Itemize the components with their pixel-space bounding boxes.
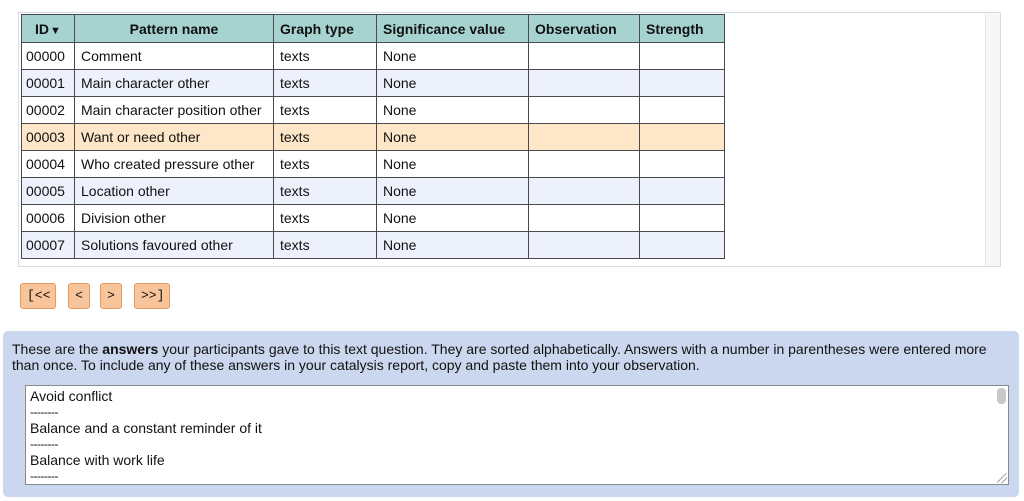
cell-strength	[640, 70, 725, 97]
table-row[interactable]	[22, 205, 725, 232]
cell-graph-type: texts	[274, 151, 377, 178]
cell-id: 00004	[22, 151, 75, 178]
answer-line: Balance and a constant reminder of it	[30, 420, 262, 436]
column-header-strength[interactable]: Strength	[640, 15, 725, 43]
answers-intro-bold: answers	[102, 341, 159, 357]
cell-graph-type: texts	[274, 70, 377, 97]
table-row[interactable]	[22, 97, 725, 124]
cell-significance: None	[377, 124, 529, 151]
next-page-button[interactable]: >	[100, 283, 122, 309]
table-row[interactable]	[22, 232, 725, 259]
cell-graph-type: texts	[274, 205, 377, 232]
answers-panel	[3, 331, 1019, 497]
table-row[interactable]	[22, 43, 725, 70]
answer-line: Avoid conflict	[30, 388, 113, 404]
cell-graph-type: texts	[274, 232, 377, 259]
cell-pattern-name: Location other	[75, 178, 274, 205]
cell-observation	[529, 124, 640, 151]
answers-list	[30, 388, 262, 484]
cell-id: 00007	[22, 232, 75, 259]
table-row[interactable]	[22, 178, 725, 205]
pager	[20, 283, 182, 309]
cell-graph-type: texts	[274, 97, 377, 124]
column-header-id-label: ID	[35, 20, 50, 37]
grid-scrollbar[interactable]	[985, 13, 1000, 266]
cell-pattern-name: Main character other	[75, 70, 274, 97]
answers-scrollbar-thumb[interactable]	[997, 388, 1006, 404]
table-row[interactable]	[22, 70, 725, 97]
answer-line: Balance with work life	[30, 452, 165, 468]
patterns-table	[21, 14, 725, 259]
answer-separator: --------	[30, 469, 58, 483]
table-row-selected[interactable]	[22, 124, 725, 151]
cell-observation	[529, 151, 640, 178]
cell-pattern-name: Comment	[75, 43, 274, 70]
cell-significance: None	[377, 178, 529, 205]
answer-separator: --------	[30, 437, 58, 451]
column-header-observation[interactable]: Observation	[529, 15, 640, 43]
cell-significance: None	[377, 232, 529, 259]
cell-strength	[640, 232, 725, 259]
previous-page-button[interactable]: <	[68, 283, 90, 309]
cell-observation	[529, 97, 640, 124]
column-header-graph-type[interactable]: Graph type	[274, 15, 377, 43]
cell-id: 00002	[22, 97, 75, 124]
cell-id: 00006	[22, 205, 75, 232]
cell-id: 00000	[22, 43, 75, 70]
answers-intro-before: These are the	[12, 341, 103, 357]
cell-strength	[640, 43, 725, 70]
cell-strength	[640, 151, 725, 178]
cell-pattern-name: Solutions favoured other	[75, 232, 274, 259]
cell-observation	[529, 205, 640, 232]
cell-strength	[640, 178, 725, 205]
cell-pattern-name: Main character position other	[75, 97, 274, 124]
patterns-grid	[18, 12, 1001, 267]
cell-significance: None	[377, 151, 529, 178]
cell-pattern-name: Who created pressure other	[75, 151, 274, 178]
column-header-id[interactable]	[22, 15, 75, 43]
cell-observation	[529, 43, 640, 70]
answers-textarea[interactable]	[25, 385, 1009, 485]
cell-observation	[529, 70, 640, 97]
answers-intro-text	[12, 341, 1002, 373]
answer-separator: --------	[30, 405, 58, 419]
table-header-row	[22, 15, 725, 43]
cell-id: 00003	[22, 124, 75, 151]
cell-strength	[640, 97, 725, 124]
first-page-button[interactable]: [<<	[20, 283, 56, 309]
answers-intro-after: your participants gave to this text question. They are sorted alphabetically. Answers with a number in parentheses were entered more than once. To include any of these answers in your catalysis report, copy and paste them into your observation.	[12, 341, 987, 373]
cell-graph-type: texts	[274, 124, 377, 151]
column-header-significance-value[interactable]: Significance value	[377, 15, 529, 43]
cell-significance: None	[377, 97, 529, 124]
last-page-button[interactable]: >>]	[134, 283, 170, 309]
cell-id: 00001	[22, 70, 75, 97]
cell-significance: None	[377, 70, 529, 97]
column-header-pattern-name[interactable]: Pattern name	[75, 15, 274, 43]
cell-significance: None	[377, 205, 529, 232]
cell-strength	[640, 205, 725, 232]
cell-pattern-name: Division other	[75, 205, 274, 232]
cell-graph-type: texts	[274, 43, 377, 70]
cell-id: 00005	[22, 178, 75, 205]
cell-observation	[529, 232, 640, 259]
cell-graph-type: texts	[274, 178, 377, 205]
cell-significance: None	[377, 43, 529, 70]
cell-strength	[640, 124, 725, 151]
resize-grip-icon[interactable]	[997, 473, 1007, 483]
sort-descending-icon: ▼	[50, 24, 61, 37]
table-row[interactable]	[22, 151, 725, 178]
cell-pattern-name: Want or need other	[75, 124, 274, 151]
cell-observation	[529, 178, 640, 205]
